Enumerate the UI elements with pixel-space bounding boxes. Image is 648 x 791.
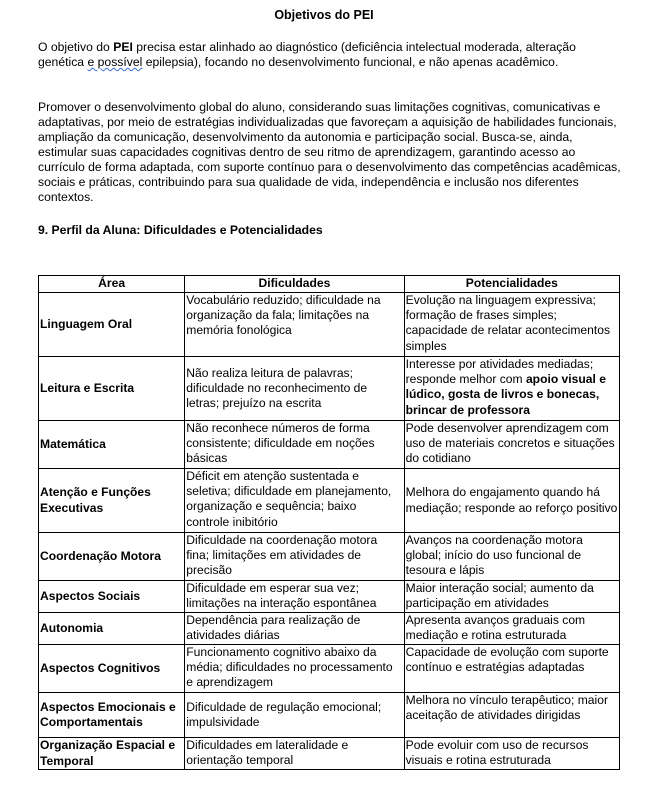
table-row — [39, 357, 620, 421]
table-row — [39, 469, 620, 533]
difficulties-cell: Não reconhece números de forma consistente; dificuldade em noções básicas — [185, 421, 404, 469]
header-difficulties: Dificuldades — [185, 276, 404, 293]
profile-table — [38, 275, 620, 770]
difficulties-cell: Dependência para realização de atividades diárias — [185, 613, 404, 645]
area-cell: Leitura e Escrita — [39, 357, 185, 421]
intro-text-3: epilepsia), focando no desenvolvimento funcional, e não apenas acadêmico. — [142, 55, 559, 69]
intro-text-1: O objetivo do — [38, 40, 114, 54]
area-cell: Coordenação Motora — [39, 533, 185, 581]
area-cell: Matemática — [39, 421, 185, 469]
potentials-cell: Pode desenvolver aprendizagem com uso de materiais concretos e situações do cotidiano — [404, 421, 619, 469]
table-row — [39, 645, 620, 693]
area-cell: Aspectos Cognitivos — [39, 645, 185, 693]
potentials-cell: Melhora do engajamento quando há mediação; responde ao reforço positivo — [404, 469, 619, 533]
potentials-cell: Apresenta avanços graduais com mediação e rotina estruturada — [404, 613, 619, 645]
table-row — [39, 613, 620, 645]
header-potentials: Potencialidades — [404, 276, 619, 293]
header-area: Área — [39, 276, 185, 293]
table-row — [39, 293, 620, 357]
intro-text-2: precisa estar alinhado ao diagnóstico (deficiência intelectual moderada, alteração genética — [38, 40, 576, 69]
potentials-cell: Pode evoluir com uso de recursos visuais e rotina estruturada — [404, 738, 619, 770]
intro-paragraph — [38, 40, 623, 70]
difficulties-cell: Funcionamento cognitivo abaixo da média; dificuldades no processamento e aprendizagem — [185, 645, 404, 693]
table-row — [39, 533, 620, 581]
area-cell: Autonomia — [39, 613, 185, 645]
section-heading: 9. Perfil da Aluna: Dificuldades e Potencialidades — [38, 223, 323, 237]
difficulties-cell: Dificuldade de regulação emocional; impulsividade — [185, 693, 404, 738]
potentials-cell: Avanços na coordenação motora global; início do uso funcional de tesoura e lápis — [404, 533, 619, 581]
table-row — [39, 421, 620, 469]
area-cell: Atenção e Funções Executivas — [39, 469, 185, 533]
table-header-row — [39, 276, 620, 293]
difficulties-cell: Vocabulário reduzido; dificuldade na organização da fala; limitações na memória fonológica — [185, 293, 404, 357]
area-cell: Organização Espacial e Temporal — [39, 738, 185, 770]
spellcheck-underlined-text: e possível — [87, 55, 143, 69]
table-row — [39, 581, 620, 613]
potentials-cell: Maior interação social; aumento da participação em atividades — [404, 581, 619, 613]
potentials-bold-text: apoio visual e lúdico, gosta de livros e bonecas, brincar de professora — [405, 372, 606, 417]
difficulties-cell: Déficit em atenção sustentada e seletiva; dificuldade em planejamento, organização e sequência; baixo controle inibitório — [185, 469, 404, 533]
area-cell: Aspectos Sociais — [39, 581, 185, 613]
potentials-text: Interesse por atividades mediadas; responde melhor com — [405, 357, 594, 387]
document-title: Objetivos do PEI — [274, 8, 374, 22]
table-row — [39, 693, 620, 738]
difficulties-cell: Dificuldades em lateralidade e orientação temporal — [185, 738, 404, 770]
potentials-cell: Capacidade de evolução com suporte contínuo e estratégias adaptadas — [404, 645, 619, 693]
goals-paragraph: Promover o desenvolvimento global do aluno, considerando suas limitações cognitivas, comunicativas e adaptativas, por meio de estratégias individualizadas que favoreçam a aquisição de habilidades funcionais, ampliação da comunicação, desenvolvimento da autonomia e participação social. Busca-se, ainda, estimular suas capacidades cognitivas dentro de seu ritmo de aprendizagem, garantindo acesso ao currículo de forma adaptada, com suporte contínuo para o desenvolvimento das competências acadêmicas, sociais e práticas, contribuindo para sua qualidade de vida, independência e inclusão nos diferentes contextos. — [38, 100, 621, 204]
intro-pei-bold: PEI — [113, 40, 133, 54]
difficulties-cell: Dificuldade em esperar sua vez; limitações na interação espontânea — [185, 581, 404, 613]
difficulties-cell: Não realiza leitura de palavras; dificuldade no reconhecimento de letras; prejuízo na escrita — [185, 357, 404, 421]
potentials-cell — [404, 357, 619, 421]
table-row — [39, 738, 620, 770]
area-cell: Aspectos Emocionais e Comportamentais — [39, 693, 185, 738]
difficulties-cell: Dificuldade na coordenação motora fina; limitações em atividades de precisão — [185, 533, 404, 581]
potentials-cell: Melhora no vínculo terapêutico; maior aceitação de atividades dirigidas — [404, 693, 619, 738]
area-cell: Linguagem Oral — [39, 293, 185, 357]
potentials-cell: Evolução na linguagem expressiva; formação de frases simples; capacidade de relatar acontecimentos simples — [404, 293, 619, 357]
